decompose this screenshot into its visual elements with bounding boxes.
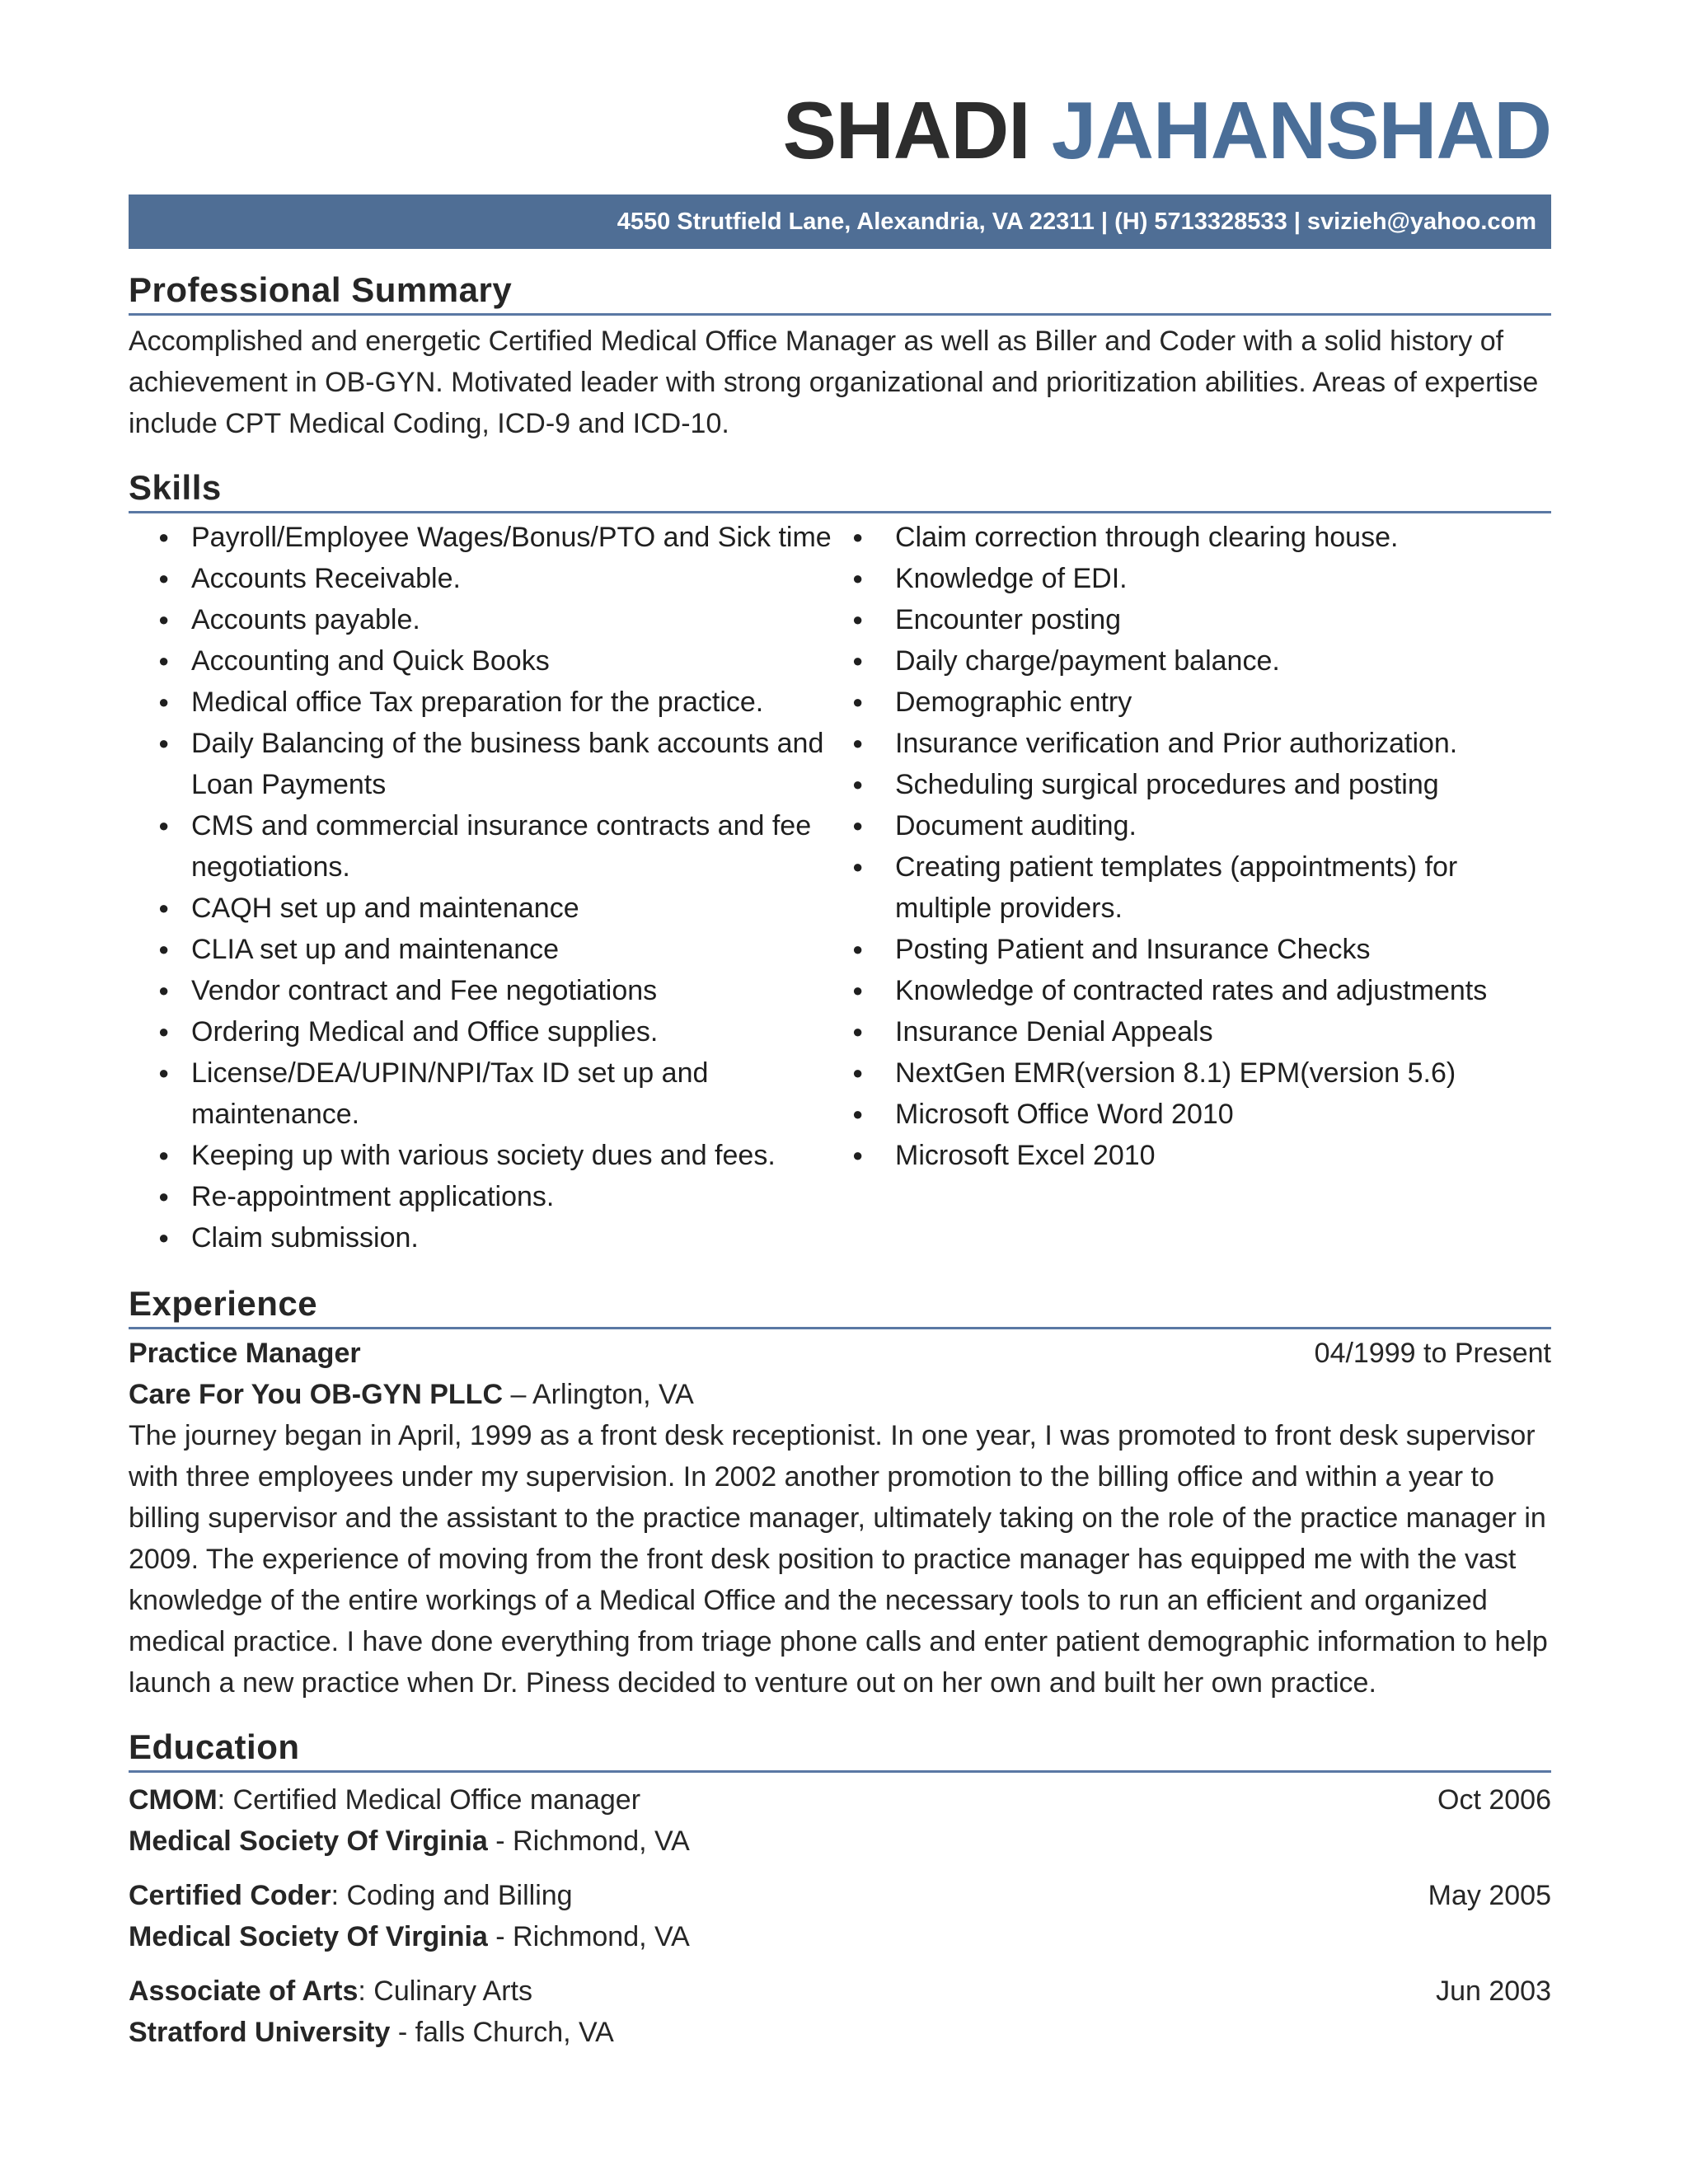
skill-item: ● License/DEA/UPIN/NPI/Tax ID set up and maintenance. bbox=[129, 1052, 841, 1135]
education-entry bbox=[129, 1875, 1551, 1957]
education-row bbox=[129, 1779, 1551, 1821]
school-line bbox=[129, 1821, 1551, 1862]
skills-right-column bbox=[841, 517, 1550, 1258]
skill-item: ● Vendor contract and Fee negotiations bbox=[129, 970, 841, 1011]
skill-item: ● CLIA set up and maintenance bbox=[129, 929, 841, 970]
skill-item: ● Knowledge of EDI. bbox=[841, 558, 1550, 599]
school-location: - Richmond, VA bbox=[487, 1825, 690, 1857]
contact-info: 4550 Strutfield Lane, Alexandria, VA 22311 | (H) 5713328533 | svizieh@yahoo.com bbox=[617, 209, 1536, 235]
summary-text: Accomplished and energetic Certified Medical Office Manager as well as Biller and Coder with a solid history of achievement in OB-GYN. Motivated leader with strong organizational and prioritization abilities. Areas of expertise include CPT Medical Coding, ICD-9 and ICD-10. bbox=[129, 326, 1539, 439]
education-entry bbox=[129, 1779, 1551, 1862]
skill-item: ● Daily Balancing of the business bank accounts and Loan Payments bbox=[129, 723, 841, 805]
degree: Certified Coder bbox=[129, 1880, 331, 1911]
skill-item: ● NextGen EMR(version 8.1) EPM(version 5.6) bbox=[841, 1052, 1550, 1094]
skill-item: ● Document auditing. bbox=[841, 805, 1550, 846]
education-section bbox=[129, 1726, 1551, 2053]
skill-item: ● Accounts Receivable. bbox=[129, 558, 841, 599]
education-date: Jun 2003 bbox=[1436, 1975, 1551, 2007]
degree-field: : Coding and Billing bbox=[331, 1880, 573, 1911]
skill-item: ● Microsoft Excel 2010 bbox=[841, 1135, 1550, 1176]
skills-section bbox=[129, 466, 1551, 1258]
skill-item: ● Daily charge/payment balance. bbox=[841, 640, 1550, 682]
degree-line bbox=[129, 1971, 532, 2012]
skill-item: ● CAQH set up and maintenance bbox=[129, 888, 841, 929]
degree-field: : Certified Medical Office manager bbox=[217, 1784, 641, 1816]
skills-columns bbox=[129, 517, 1551, 1258]
skills-left-list bbox=[129, 517, 841, 1258]
job-dates: 04/1999 to Present bbox=[1314, 1338, 1551, 1369]
school-line bbox=[129, 1916, 1551, 1957]
skills-left-column bbox=[129, 517, 841, 1258]
skill-item: ● Creating patient templates (appointments) for multiple providers. bbox=[841, 846, 1550, 929]
contact-bar bbox=[129, 194, 1551, 249]
summary-heading: Professional Summary bbox=[129, 269, 1551, 316]
skill-item: ● Posting Patient and Insurance Checks bbox=[841, 929, 1550, 970]
company-location: – Arlington, VA bbox=[503, 1379, 694, 1410]
school-line bbox=[129, 2012, 1551, 2053]
degree-line bbox=[129, 1875, 573, 1916]
skill-item: ● Accounting and Quick Books bbox=[129, 640, 841, 682]
school-name: Stratford University bbox=[129, 2017, 391, 2048]
first-name: SHADI bbox=[782, 85, 1030, 176]
skill-item: ● Insurance Denial Appeals bbox=[841, 1011, 1550, 1052]
skill-item: ● Claim submission. bbox=[129, 1217, 841, 1258]
skill-item: ● Accounts payable. bbox=[129, 599, 841, 640]
candidate-name bbox=[783, 81, 1551, 180]
education-date: Oct 2006 bbox=[1437, 1784, 1551, 1816]
education-date: May 2005 bbox=[1428, 1880, 1551, 1911]
company-name: Care For You OB-GYN PLLC bbox=[129, 1379, 504, 1410]
skill-item: ● Claim correction through clearing house. bbox=[841, 517, 1550, 558]
degree: Associate of Arts bbox=[129, 1975, 359, 2007]
skill-item: ● Medical office Tax preparation for the practice. bbox=[129, 682, 841, 723]
job-employer bbox=[129, 1374, 1551, 1415]
skill-item: ● Payroll/Employee Wages/Bonus/PTO and Sick time bbox=[129, 517, 841, 558]
skill-item: ● Microsoft Office Word 2010 bbox=[841, 1094, 1550, 1135]
skill-item: ● Insurance verification and Prior authorization. bbox=[841, 723, 1550, 764]
skill-item: ● Scheduling surgical procedures and posting bbox=[841, 764, 1550, 805]
skill-item: ● Demographic entry bbox=[841, 682, 1550, 723]
degree-field: : Culinary Arts bbox=[358, 1975, 532, 2007]
job-header bbox=[129, 1333, 1551, 1374]
education-list bbox=[129, 1779, 1551, 2053]
skill-item: ● CMS and commercial insurance contracts and fee negotiations. bbox=[129, 805, 841, 888]
school-name: Medical Society Of Virginia bbox=[129, 1825, 488, 1857]
skill-item: ● Encounter posting bbox=[841, 599, 1550, 640]
education-entry bbox=[129, 1971, 1551, 2053]
school-location: - falls Church, VA bbox=[390, 2017, 614, 2048]
job-description: The journey began in April, 1999 as a front desk receptionist. In one year, I was promoted to front desk supervisor with three employees under my supervision. In 2002 another promotion to the billing office and within a year to billing supervisor and the assistant to the practice manager, ultimately taking on the role of the practice manager in 2009. The experience of moving from the front desk position to practice manager has equipped me with the vast knowledge of the entire workings of a Medical Office and the necessary tools to run an efficient and organized medical practice. I have done everything from triage phone calls and enter patient demographic information to help launch a new practice when Dr. Piness decided to venture out on her own and built her own practice. bbox=[129, 1420, 1548, 1699]
education-row bbox=[129, 1971, 1551, 2012]
degree: CMOM bbox=[129, 1784, 218, 1816]
job-title: Practice Manager bbox=[129, 1338, 361, 1369]
skill-item: ● Re-appointment applications. bbox=[129, 1176, 841, 1217]
skill-item: ● Knowledge of contracted rates and adjustments bbox=[841, 970, 1550, 1011]
education-heading: Education bbox=[129, 1726, 1551, 1773]
education-row bbox=[129, 1875, 1551, 1916]
summary-section bbox=[129, 269, 1551, 444]
experience-heading: Experience bbox=[129, 1282, 1551, 1329]
skills-right-list bbox=[841, 517, 1550, 1176]
school-name: Medical Society Of Virginia bbox=[129, 1921, 488, 1952]
school-location: - Richmond, VA bbox=[487, 1921, 690, 1952]
experience-section bbox=[129, 1282, 1551, 1704]
last-name: JAHANSHAD bbox=[1051, 85, 1551, 176]
skill-item: ● Keeping up with various society dues and fees. bbox=[129, 1135, 841, 1176]
skills-heading: Skills bbox=[129, 466, 1551, 513]
degree-line bbox=[129, 1779, 640, 1821]
skill-item: ● Ordering Medical and Office supplies. bbox=[129, 1011, 841, 1052]
